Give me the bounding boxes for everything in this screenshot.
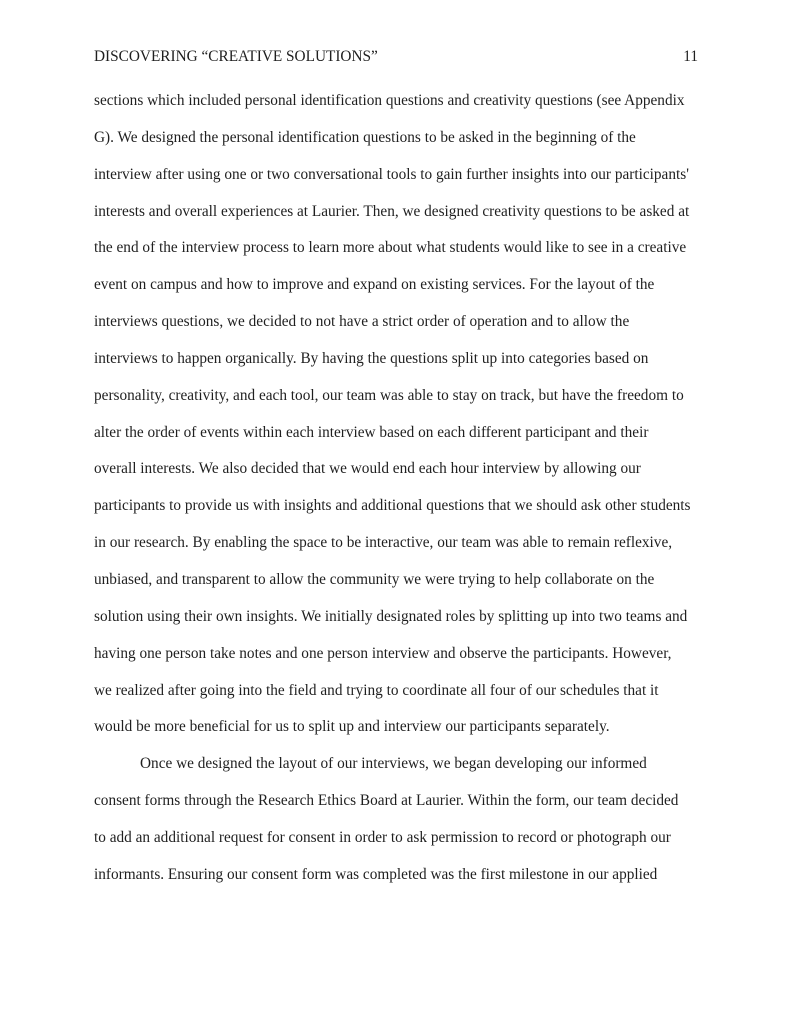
text-line: the end of the interview process to learn more about what students would like to see in a creative xyxy=(94,239,687,257)
text-line: unbiased, and transparent to allow the community we were trying to help collaborate on the xyxy=(94,570,655,588)
text-line: consent forms through the Research Ethics Board at Laurier. Within the form, our team decided xyxy=(94,792,679,810)
paragraph xyxy=(94,83,733,746)
text-line: interviews questions, we decided to not have a strict order of operation and to allow the xyxy=(94,313,630,331)
text-line: event on campus and how to improve and expand on existing services. For the layout of the xyxy=(94,276,655,294)
text-line: Once we designed the layout of our interviews, we began developing our informed xyxy=(140,755,647,773)
text-line: interview after using one or two conversational tools to gain further insights into our participants' xyxy=(94,165,689,183)
text-line: solution using their own insights. We initially designated roles by splitting up into two teams and xyxy=(94,607,688,625)
text-line: in our research. By enabling the space to be interactive, our team was able to remain reflexive, xyxy=(94,534,673,552)
text-line: overall interests. We also decided that we would end each hour interview by allowing our xyxy=(94,460,641,478)
text-line: to add an additional request for consent in order to ask permission to record or photograph our xyxy=(94,828,671,846)
text-line: we realized after going into the field and trying to coordinate all four of our schedules that it xyxy=(94,681,659,699)
text-line: sections which included personal identification questions and creativity questions (see Appendix xyxy=(94,92,685,109)
text-line: G). We designed the personal identification questions to be asked in the beginning of the xyxy=(94,128,636,146)
page-header xyxy=(94,48,698,66)
text-line: would be more beneficial for us to split up and interview our participants separately. xyxy=(94,718,610,736)
text-line: alter the order of events within each interview based on each different participant and their xyxy=(94,423,649,441)
running-head: DISCOVERING “CREATIVE SOLUTIONS” xyxy=(94,48,378,65)
paragraph xyxy=(94,746,733,893)
document-body xyxy=(94,83,733,894)
text-line: interests and overall experiences at Laurier. Then, we designed creativity questions to be asked at xyxy=(94,202,690,220)
text-line: participants to provide us with insights and additional questions that we should ask other students xyxy=(94,497,691,515)
text-line: personality, creativity, and each tool, our team was able to stay on track, but have the freedom to xyxy=(94,386,684,404)
text-line: having one person take notes and one person interview and observe the participants. However, xyxy=(94,644,672,662)
text-line: interviews to happen organically. By having the questions split up into categories based on xyxy=(94,349,649,367)
page-number: 11 xyxy=(683,48,698,65)
text-line: informants. Ensuring our consent form was completed was the first milestone in our applied xyxy=(94,865,658,883)
